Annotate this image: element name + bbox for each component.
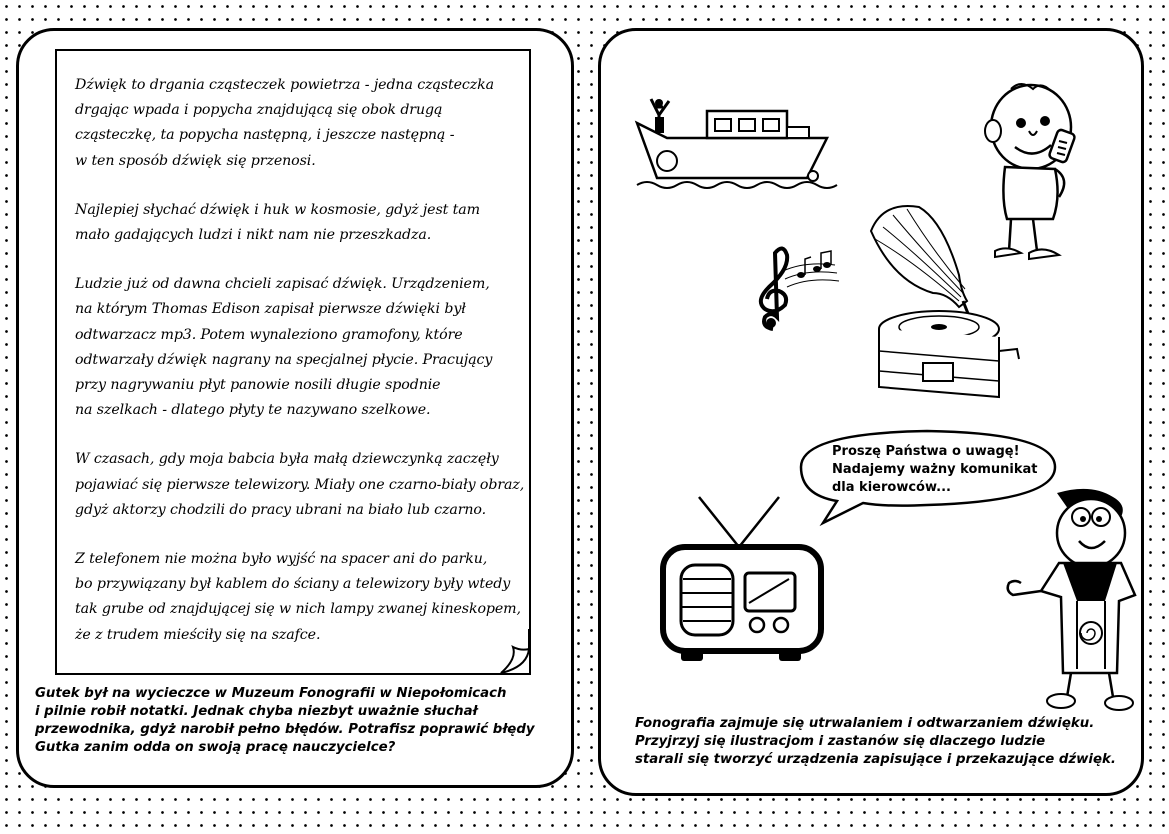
notes-line: że z trudem mieściły się na szafce.: [75, 626, 321, 643]
notes-line: na szelkach - dlatego płyty te nazywano szelkowe.: [75, 402, 431, 419]
left-task-caption: [35, 685, 535, 757]
page-curl-icon: [497, 629, 533, 675]
caption-line: Gutka zanim odda on swoją pracę nauczycielce?: [35, 740, 396, 755]
notes-line: Najlepiej słychać dźwięk i huk w kosmosie, gdyż jest tam: [75, 201, 480, 218]
music-notes-icon: [751, 243, 843, 335]
notes-line: odtwarzały dźwięk nagrany na specjalnej płycie. Pracujący: [75, 351, 493, 368]
caption-line: i pilnie robił notatki. Jednak chyba niezbyt uważnie słuchał: [35, 704, 478, 719]
notes-line: Ludzie już od dawna chcieli zapisać dźwięk. Urządzeniem,: [75, 276, 490, 293]
notes-line: bo przywiązany był kablem do ściany a telewizory były wtedy: [75, 576, 511, 593]
caption-line: Gutek był na wycieczce w Muzeum Fonografii w Niepołomicach: [35, 686, 507, 701]
notes-line: drgając wpada i popycha znajdującą się obok drugą: [75, 102, 443, 119]
right-task-caption: [635, 715, 1116, 769]
right-illustration-panel: [598, 28, 1144, 796]
notes-line: mało gadających ludzi i nikt nam nie przeszkadza.: [75, 227, 432, 244]
ship-icon: [637, 93, 837, 193]
boy-waving-icon: [1001, 483, 1145, 713]
notes-line: przy nagrywaniu płyt panowie nosili długie spodnie: [75, 377, 441, 394]
notes-paragraph-5: [75, 547, 529, 648]
notes-paragraph-3: [75, 272, 529, 423]
notes-line: cząsteczkę, ta popycha następną, i jeszcze następną -: [75, 127, 455, 144]
notes-paragraph-4: [75, 447, 529, 523]
notes-line: Dźwięk to drgania cząsteczek powietrza - jedna cząsteczka: [75, 77, 494, 93]
notes-line: w ten sposób dźwięk się przenosi.: [75, 152, 316, 169]
bubble-line: dla kierowców...: [832, 480, 951, 495]
notes-line: Z telefonem nie można było wyjść na spacer ani do parku,: [75, 551, 488, 568]
handwritten-notes-page: [55, 49, 531, 675]
notes-paragraph-1: [75, 73, 529, 174]
notes-line: W czasach, gdy moja babcia była małą dziewczynką zaczęły: [75, 451, 499, 468]
notes-line: tak grube od znajdującej się w nich lampy zwanej kineskopem,: [75, 601, 521, 618]
notes-line: na którym Thomas Edison zapisał pierwsze dźwięki był: [75, 301, 466, 318]
radio-icon: [659, 493, 825, 669]
notes-paragraph-2: [75, 198, 529, 248]
caption-line: Przyjrzyj się ilustracjom i zastanów się dlaczego ludzie: [635, 734, 1046, 749]
notes-line: odtwarzacz mp3. Potem wynaleziono gramofony, które: [75, 326, 463, 343]
left-worksheet-panel: [16, 28, 574, 788]
notes-line: pojawiać się pierwsze telewizory. Miały one czarno-biały obraz,: [75, 476, 525, 493]
bubble-line: Proszę Państwa o uwagę!: [832, 444, 1020, 459]
caption-line: przewodnika, gdyż narobił pełno błędów. Potrafisz poprawić błędy: [35, 722, 535, 737]
notes-text: [75, 73, 529, 648]
caption-line: starali się tworzyć urządzenia zapisujące i przekazujące dźwięk.: [635, 752, 1116, 767]
gramophone-icon: [863, 201, 1023, 407]
bubble-line: Nadajemy ważny komunikat: [832, 462, 1038, 477]
caption-line: Fonografia zajmuje się utrwalaniem i odtwarzaniem dźwięku.: [635, 716, 1095, 731]
notes-line: gdyż aktorzy chodzili do pracy ubrani na biało lub czarno.: [75, 501, 487, 518]
